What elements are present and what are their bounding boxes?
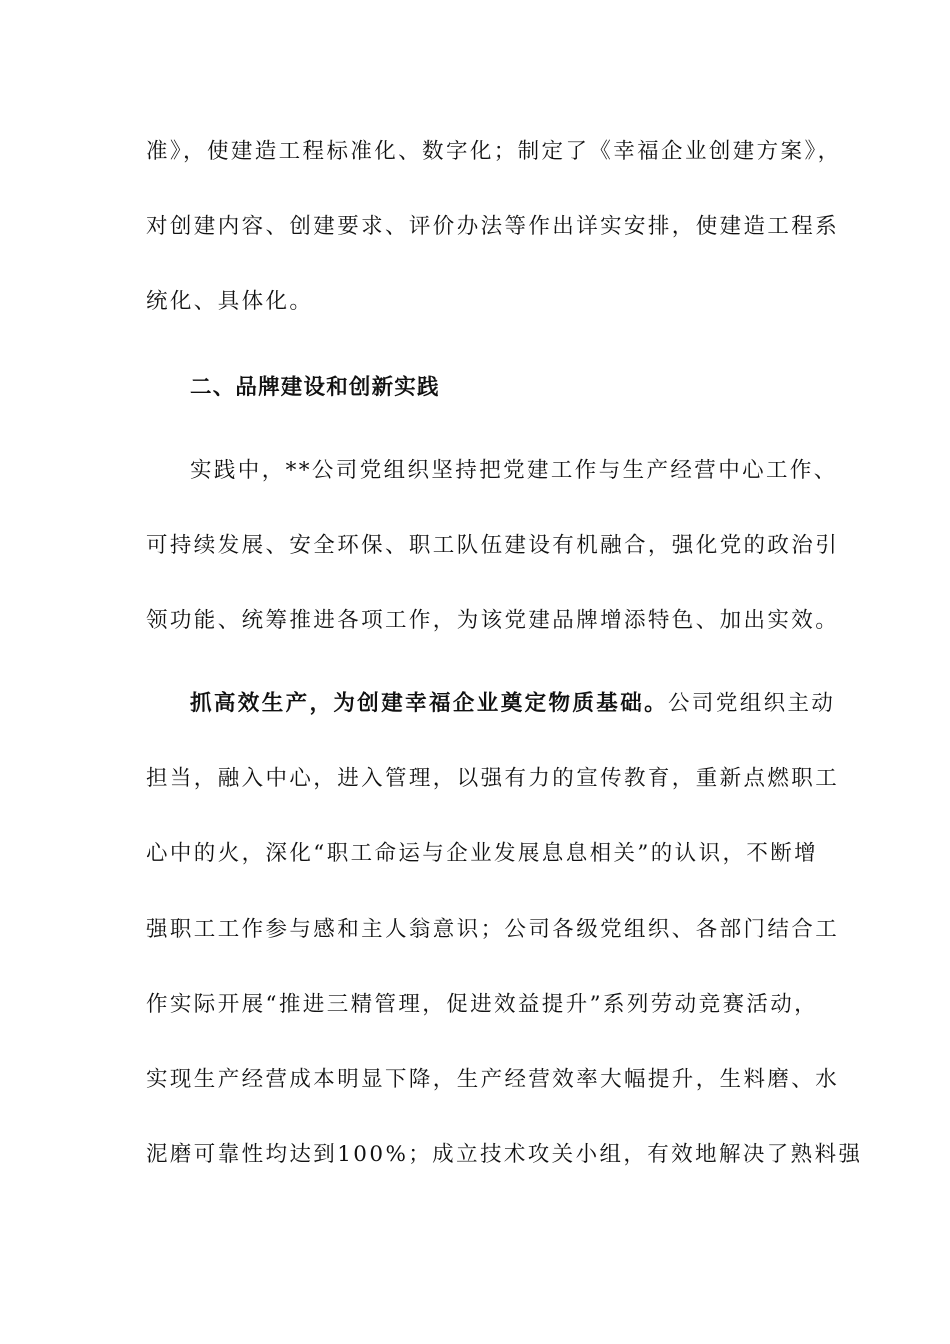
paragraph-1-line-1: 准》，使建造工程标准化、数字化；制定了《幸福企业创建方案》， xyxy=(146,139,842,164)
paragraph-1-line-3: 统化、具体化。 xyxy=(146,289,314,314)
paragraph-3-line-3: 心中的火，深化“职工命运与企业发展息息相关”的认识，不断增 xyxy=(146,841,819,866)
paragraph-3-line-5: 作实际开展“推进三精管理，促进效益提升”系列劳动竞赛活动， xyxy=(146,992,819,1017)
paragraph-3-line-7: 泥磨可靠性均达到100%；成立技术攻关小组，有效地解决了熟料强 xyxy=(146,1142,863,1167)
paragraph-3-line-1 xyxy=(190,688,836,720)
paragraph-3-line-4: 强职工工作参与感和主人翁意识；公司各级党组织、各部门结合工 xyxy=(146,917,840,942)
paragraph-1-line-2: 对创建内容、创建要求、评价办法等作出详实安排，使建造工程系 xyxy=(146,214,840,239)
section-heading: 二、品牌建设和创新实践 xyxy=(190,375,440,400)
paragraph-3-line-2: 担当，融入中心，进入管理，以强有力的宣传教育，重新点燃职工 xyxy=(146,766,840,791)
paragraph-3-line-6: 实现生产经营成本明显下降，生产经营效率大幅提升，生料磨、水 xyxy=(146,1067,840,1092)
paragraph-2-line-2: 可持续发展、安全环保、职工队伍建设有机融合，强化党的政治引 xyxy=(146,533,840,558)
paragraph-2-line-1: 实践中，**公司党组织坚持把党建工作与生产经营中心工作、 xyxy=(190,458,838,483)
paragraph-3-line-1-rest: 公司党组织主动 xyxy=(668,691,836,716)
paragraph-3-lead-bold: 抓高效生产，为创建幸福企业奠定物质基础。 xyxy=(190,691,669,716)
paragraph-2-line-3: 领功能、统筹推进各项工作，为该党建品牌增添特色、加出实效。 xyxy=(146,608,840,633)
